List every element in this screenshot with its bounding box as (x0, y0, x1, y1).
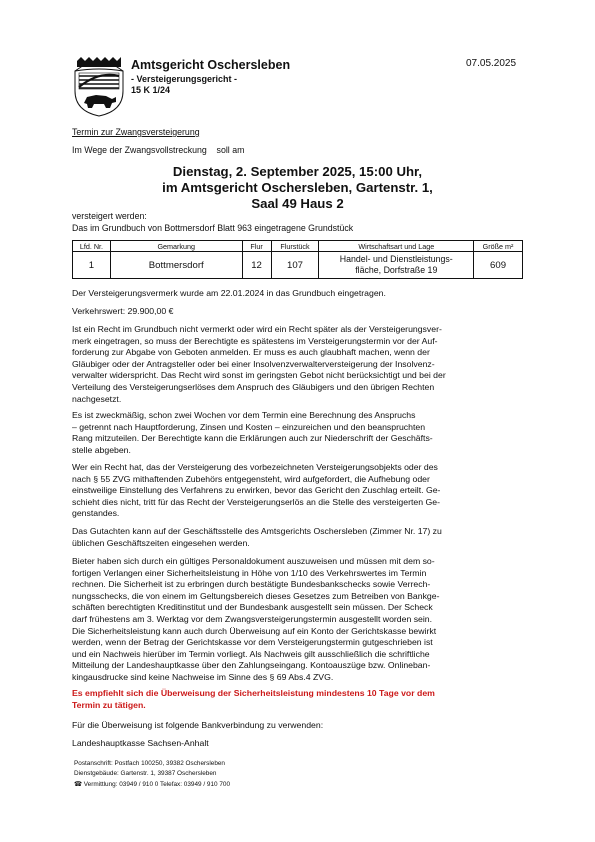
text-line: einstweilige Einstellung des Verfahrens zu erwirken, bevor das Gericht den Zuschlag erteilt. Ge- (72, 485, 441, 496)
text-line: Gläubiger oder der Antragsteller oder bei einer Insolvenzverwalterversteigerung der Insolvenz- (72, 358, 435, 369)
paragraph-gutachten (72, 526, 523, 549)
warning-text (72, 688, 523, 711)
table-header-cell: Größe m² (474, 241, 523, 252)
text-line: darf frühestens am 3. Werktag vor dem Zwangsversteigerungstermin ausgestellt worden sein. (72, 613, 433, 624)
document-date: 07.05.2025 (466, 58, 517, 69)
text-line: Es empfiehlt sich die Überweisung der Sicherheitsleistung mindestens 10 Tage vor dem (72, 688, 435, 698)
lage-line-2: fläche, Dorfstraße 19 (355, 265, 438, 275)
intro-text: Im Wege der Zwangsvollstreckung soll am (72, 145, 245, 155)
table-cell-nr: 1 (73, 252, 111, 279)
text-line: schäften berechtigten Kreditinstitut und der Bundesbank ausgestellt sein müssen. Der Scheck (72, 602, 433, 613)
text-line: – getrennt nach Hauptforderung, Zinsen und Kosten – einzureichen und den beanspruchten (72, 421, 426, 432)
paragraph-calculation (72, 410, 523, 456)
table-cell-lage (319, 252, 474, 279)
document-heading: Termin zur Zwangsversteigerung (72, 127, 200, 137)
pre-table-text-1: versteigert werden: (72, 211, 147, 221)
table-header-cell: Flurstück (271, 241, 319, 252)
text-line: rechnen. Die Sicherheit ist zu erbringen durch bestätigte Bundesbankschecks sowie Verrech- (72, 579, 431, 590)
text-line: genstandes. (72, 508, 120, 519)
table-cell-flurstueck: 107 (271, 252, 319, 279)
text-line: nach § 55 ZVG mithaftenden Zubehörs entgegensteht, wird aufgefordert, die Aufhebung oder (72, 473, 430, 484)
court-name: Amtsgericht Oschersleben (131, 58, 291, 72)
table-header-row (73, 241, 523, 252)
text-line: Termin zu tätigen. (72, 699, 146, 710)
table-cell-groesse: 609 (474, 252, 523, 279)
footer-phone: ☎ Vermittlung: 03949 / 910 0 Telefax: 03949 / 910 700 (74, 781, 231, 788)
text-line: schieht dies nicht, tritt für das Recht der Versteigerungserlös an die Stelle des versteigerten Ge- (72, 496, 440, 507)
appointment-line-1: Dienstag, 2. September 2025, 15:00 Uhr, (172, 164, 423, 179)
footer-postal: Postanschrift: Postfach 100250, 39382 Oschersleben (74, 760, 225, 767)
paragraph-bidders (72, 556, 523, 684)
court-subtitle: - Versteigerungsgericht - (131, 74, 238, 84)
pre-table-text-2: Das im Grundbuch von Bottmersdorf Blatt 963 eingetragene Grundstück (72, 223, 354, 233)
text-line: nungsschecks, die von einem im Geltungsbereich dieses Gesetzes zum Betreiben von Bankge- (72, 590, 440, 601)
vermerk-text: Der Versteigerungsvermerk wurde am 22.01.2024 in das Grundbuch eingetragen. (72, 288, 386, 298)
text-line: Wer ein Recht hat, das der Versteigerung des vorbezeichneten Versteigerungsobjekts oder des (72, 462, 438, 472)
text-line: verwalter widerspricht. Das Recht wird sonst im geringsten Gebot nicht berücksichtigt und bei der (72, 370, 446, 381)
text-line: fortigen Verlangen einer Sicherheitsleistung in Höhe von 1/10 des Verkehrswertes im Termin (72, 567, 427, 578)
paragraph-rights (72, 324, 523, 405)
table-cell-gemarkung: Bottmersdorf (110, 252, 242, 279)
text-line: Es ist zweckmäßig, schon zwei Wochen vor dem Termin eine Berechnung des Anspruchs (72, 410, 416, 420)
text-line: und ein Nachweis hierüber im Termin vorliegt. Als Nachweis gilt ausschließlich die schriftliche (72, 648, 430, 659)
text-line: Bieter haben sich durch ein gültiges Personaldokument auszuweisen und müssen mit dem so- (72, 556, 435, 566)
text-line: üblichen Geschäftszeiten eingesehen werden. (72, 537, 250, 548)
bank-name: Landeshauptkasse Sachsen-Anhalt (72, 738, 209, 748)
text-line: Mitteilung der Landeshauptkasse über den Zahlungseingang. Kontoauszüge bzw. Onlineban- (72, 660, 431, 671)
text-line: Verteilung des Versteigerungserlöses dem Anspruch des Gläubigers und den übrigen Rechten (72, 381, 435, 392)
text-line: Das Gutachten kann auf der Geschäftsstelle des Amtsgerichts Oschersleben (Zimmer Nr. 17) zu (72, 526, 442, 536)
text-line: merk eingetragen, so muss der Berechtigte es spätestens im Versteigerungstermin vor der Auf- (72, 335, 438, 346)
text-line: kingausdrucke sind keine Nachweise im Sinne des § 69 Abs.4 ZVG. (72, 671, 334, 682)
text-line: Die Sicherheitsleistung kann auch durch Überweisung auf ein Konto der Gerichtskasse bewirkt (72, 625, 437, 636)
table-header-cell: Gemarkung (110, 241, 242, 252)
text-line: Rang mitzuteilen. Der Berechtigte kann die Erklärungen auch zur Niederschrift der Geschäfts- (72, 433, 433, 444)
table-cell-flur: 12 (242, 252, 271, 279)
footer-building: Dienstgebäude: Gartenstr. 1, 39387 Oschersleben (74, 770, 217, 777)
text-line: werden, wenn der Betrag der Gerichtskasse vor dem Versteigerungstermin gutgeschrieben ist (72, 637, 433, 648)
text-line: Ist ein Recht im Grundbuch nicht vermerkt oder wird ein Recht später als der Versteigerungsver- (72, 324, 442, 334)
case-number: 15 K 1/24 (131, 85, 171, 95)
appointment-line-2: im Amtsgericht Oschersleben, Gartenstr. 1, (162, 180, 433, 195)
bank-intro: Für die Überweisung ist folgende Bankverbindung zu verwenden: (72, 720, 324, 730)
table-header-cell: Wirtschaftsart und Lage (319, 241, 474, 252)
coat-of-arms-icon (72, 57, 126, 117)
verkehrswert-text: Verkehrswert: 29.900,00 € (72, 306, 174, 316)
property-table (72, 240, 523, 279)
appointment-line-3: Saal 49 Haus 2 (251, 196, 344, 211)
table-header-cell: Flur (242, 241, 271, 252)
paragraph-objection (72, 462, 523, 520)
text-line: forderung zur Abgabe von Geboten anmelden. Er muss es auch glaubhaft machen, wenn der (72, 347, 430, 358)
table-row (73, 252, 523, 279)
lage-line-1: Handel- und Dienstleistungs- (339, 254, 453, 264)
text-line: nachgesetzt. (72, 393, 122, 404)
table-header-cell: Lfd. Nr. (73, 241, 111, 252)
text-line: stelle abgeben. (72, 444, 131, 455)
